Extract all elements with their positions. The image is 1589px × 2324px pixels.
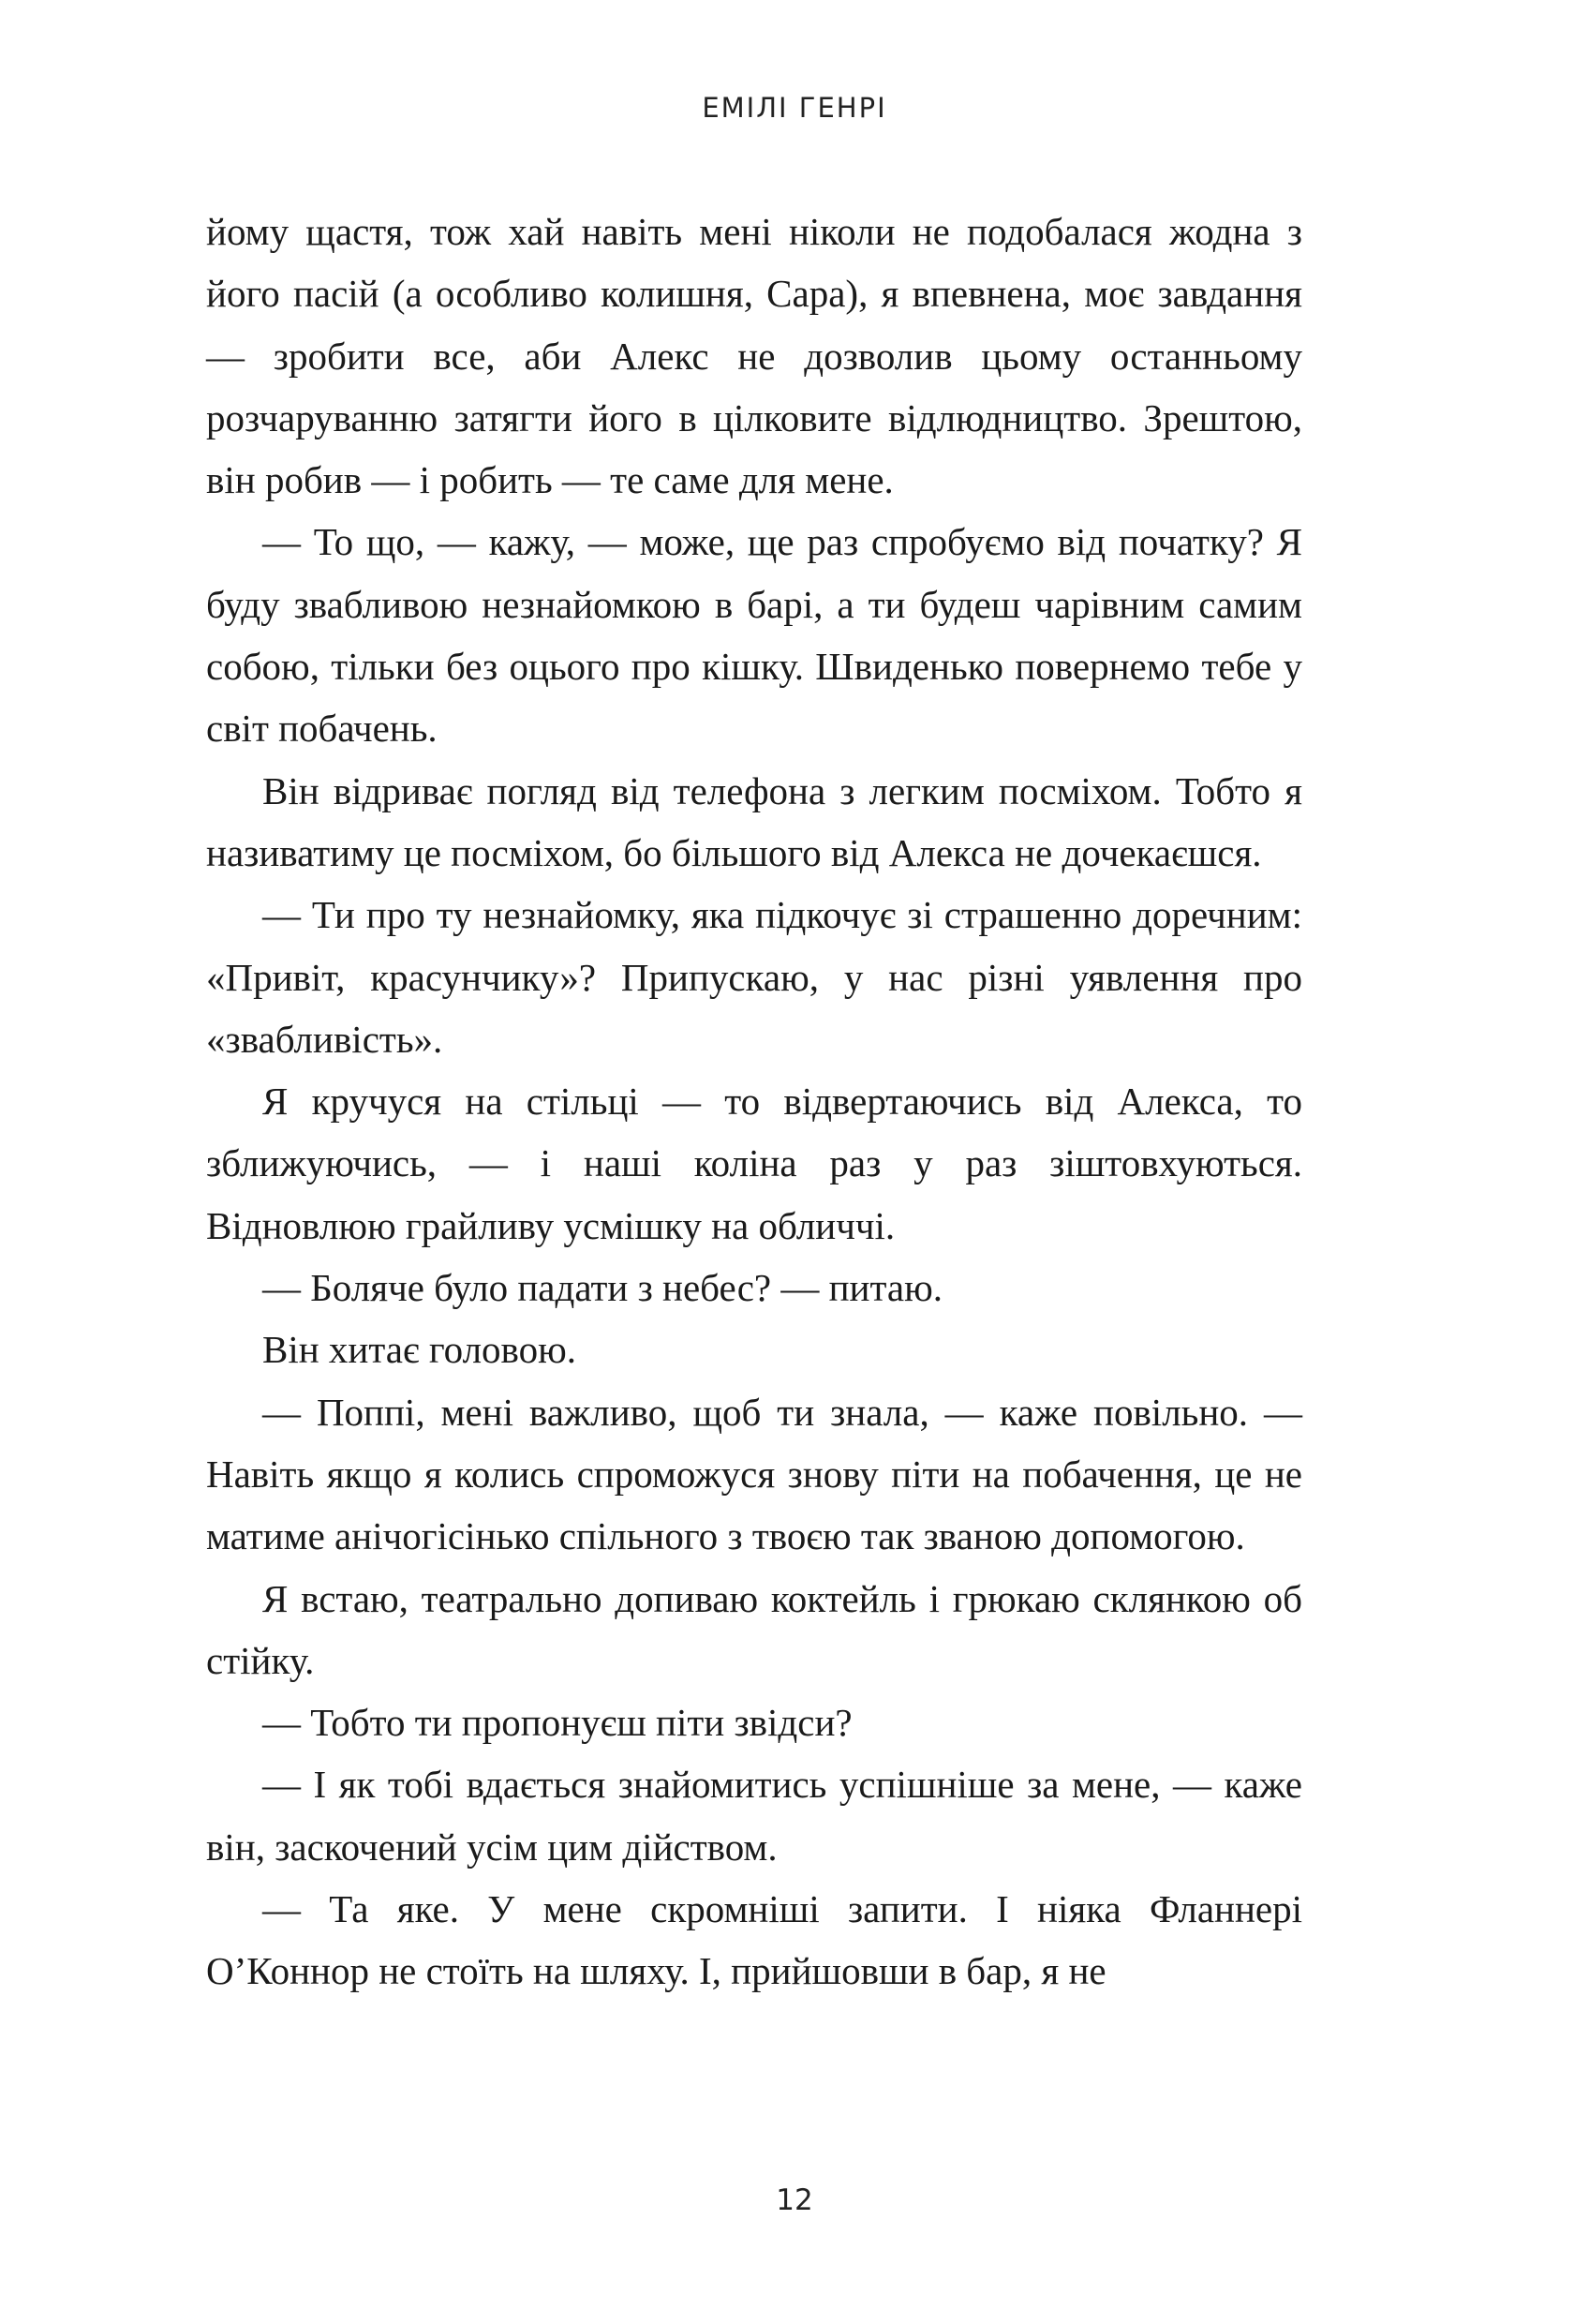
paragraph-4: — Ти про ту незнайомку, яка підкочує зі страшенно доречним: «Привіт, красунчику»? Припускаю, у нас різні уявлення про «звабливість». [206,893,1302,1061]
paragraph-8: — Поппі, мені важливо, щоб ти знала, — каже повільно. — Навіть якщо я колись спроможуся знову піти на побачення, це не матиме анічогісінько спільного з твоєю так званою допомогою. [206,1390,1302,1558]
paragraph-1: йому щастя, тож хай навіть мені ніколи не подобалася жодна з його пасій (а особливо колишня, Сара), я впевнена, моє завдання — зробити все, аби Алекс не дозволив цьому останньому розчаруванню затягти його в цілковите відлюдництво. Зрештою, він робив — і робить — те саме для мене. [206,210,1302,502]
paragraph-9: Я встаю, театрально допиваю коктейль і грюкаю склянкою об стійку. [206,1576,1302,1682]
paragraph-6: — Боляче було падати з небес? — питаю. [262,1266,943,1310]
paragraph-2: — То що, — кажу, — може, ще раз спробуємо від початку? Я буду звабливою незнайомкою в барі, а ти будеш чарівним самим собою, тільки без оцього про кішку. Швиденько повернемо тебе у світ побачень. [206,520,1302,751]
paragraph-12: — Та яке. У мене скромніші запити. І ніяка Фланнері О’Коннор не стоїть на шляху. І, прийшовши в бар, я не [206,1887,1302,1993]
running-head-author: ЕМІЛІ ГЕНРІ [702,92,887,124]
body-text [206,201,1302,2003]
paragraph-3: Він відриває погляд від телефона з легким посміхом. Тобто я називатиму це посміхом, бо більшого від Алекса не дочекаєшся. [206,768,1302,874]
paragraph-10: — Тобто ти пропонуєш піти звідси? [262,1701,853,1745]
paragraph-5: Я кручуся на стільці — то відвертаючись від Алекса, то зближуючись, — і наші коліна раз у раз зіштовхуються. Відновлюю грайливу усмішку на обличчі. [206,1080,1302,1247]
page-number: 12 [776,2183,813,2217]
paragraph-7: Він хитає головою. [262,1328,577,1372]
paragraph-11: — І як тобі вдається знайомитись успішніше за мене, — каже він, заскочений усім цим дійством. [206,1763,1302,1869]
